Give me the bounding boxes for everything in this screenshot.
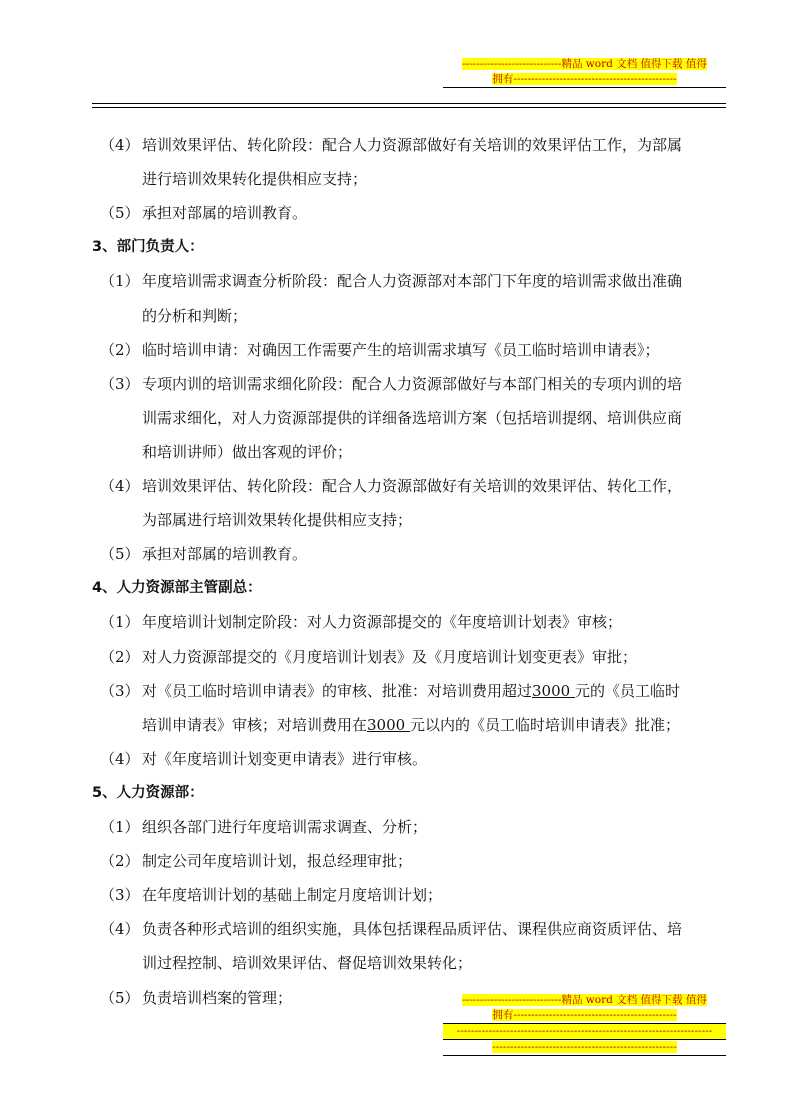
list-item-text: 对人力资源部提交的《月度培训计划表》及《月度培训计划变更表》审批； xyxy=(142,647,638,666)
list-item xyxy=(0,333,792,367)
list-item-continuation xyxy=(0,946,792,980)
list-item-text: 训过程控制、培训效果评估、督促培训效果转化； xyxy=(142,954,473,973)
list-item-number: （4） xyxy=(100,920,140,939)
list-item-text: 培训效果评估、转化阶段：配合人力资源部做好有关培训的效果评估、转化工作， xyxy=(142,477,683,495)
list-item-number: （4） xyxy=(100,749,140,768)
footer-banner-line1: ----------------------------精品 word 文档 值得下载 值得 xyxy=(462,994,707,1006)
section-heading xyxy=(0,776,792,810)
list-item-continuation xyxy=(0,162,792,196)
list-item xyxy=(0,469,792,503)
list-item-text: 组织各部门进行年度培训需求调查、分析； xyxy=(142,818,428,836)
text-segment: 培训申请表》审核；对培训费用在 xyxy=(142,715,368,734)
list-item-number: （2） xyxy=(100,340,140,359)
list-item-text: 对《年度培训计划变更申请表》进行审核。 xyxy=(142,749,428,768)
list-item-text: 年度培训计划制定阶段：对人力资源部提交的《年度培训计划表》审核； xyxy=(142,613,623,632)
list-item-text: 和培训讲师）做出客观的评价； xyxy=(142,442,353,461)
list-item-number: （2） xyxy=(100,852,140,871)
list-item-number: （3） xyxy=(100,374,140,393)
list-item xyxy=(0,640,792,674)
list-item-number: （1） xyxy=(100,613,140,632)
section-heading-text: 5、人力资源部： xyxy=(92,784,204,801)
header-banner-line2: 拥有---------------------------------------------- xyxy=(492,73,677,85)
list-item xyxy=(0,878,792,912)
list-item-continuation xyxy=(0,401,792,435)
list-item-text xyxy=(142,708,680,742)
list-item-number: （5） xyxy=(100,545,140,564)
list-item-text: 为部属进行培训效果转化提供相应支持； xyxy=(142,511,413,530)
amount-underlined: 3000 xyxy=(532,681,575,700)
section-heading-text: 3、部门负责人： xyxy=(92,239,204,256)
list-item xyxy=(0,537,792,571)
section-heading-text: 4、人力资源部主管副总： xyxy=(92,580,262,597)
list-item-text xyxy=(142,674,680,708)
list-item-text: 专项内训的培训需求细化阶段：配合人力资源部做好与本部门相关的专项内训的培 xyxy=(142,374,683,393)
list-item xyxy=(0,912,792,946)
list-item-continuation xyxy=(0,708,792,742)
list-item-text: 承担对部属的培训教育。 xyxy=(142,545,308,564)
list-item-number: （1） xyxy=(100,272,140,291)
header-double-rule xyxy=(92,103,726,108)
list-item-text: 制定公司年度培训计划，报总经理审批； xyxy=(142,852,413,871)
list-item xyxy=(0,128,792,162)
list-item-number: （3） xyxy=(100,681,140,700)
footer-banner-line4-wrap xyxy=(443,1040,726,1056)
list-item xyxy=(0,196,792,230)
header-banner-line1: ----------------------------精品 word 文档 值得下载 值得 xyxy=(462,58,707,70)
text-segment: 对《员工临时培训申请表》的审核、批准：对培训费用超过 xyxy=(142,681,533,700)
list-item-number: （5） xyxy=(100,204,140,223)
list-item xyxy=(0,844,792,878)
list-item-number: （3） xyxy=(100,886,140,905)
text-segment: 元以内的《员工临时培训申请表》批准； xyxy=(409,715,680,734)
amount-underlined: 3000 xyxy=(367,715,410,734)
list-item-text: 训需求细化，对人力资源部提供的详细备选培训方案（包括培训提纲、培训供应商 xyxy=(142,408,683,427)
section-heading xyxy=(0,571,792,605)
list-item-number: （1） xyxy=(100,818,140,836)
list-item-number: （2） xyxy=(100,647,140,666)
text-segment: 元的《员工临时 xyxy=(574,681,680,700)
footer-banner xyxy=(443,993,726,1056)
list-item-text: 年度培训需求调查分析阶段：配合人力资源部对本部门下年度的培训需求做出准确 xyxy=(142,272,683,291)
list-item-text: 承担对部属的培训教育。 xyxy=(142,204,308,223)
list-item xyxy=(0,742,792,776)
list-item xyxy=(0,264,792,298)
list-item-number: （4） xyxy=(100,477,140,495)
list-item xyxy=(0,810,792,844)
list-item-text: 临时培训申请：对确因工作需要产生的培训需求填写《员工临时培训申请表》； xyxy=(142,340,660,359)
list-item-text: 培训效果评估、转化阶段：配合人力资源部做好有关培训的效果评估工作，为部属 xyxy=(142,136,683,154)
list-item-continuation xyxy=(0,435,792,469)
list-item-text: 进行培训效果转化提供相应支持； xyxy=(142,170,368,189)
list-item xyxy=(0,367,792,401)
footer-banner-line3: ------------------------------------------------------------------------ xyxy=(443,1023,726,1040)
header-banner-block xyxy=(443,57,726,88)
header-banner xyxy=(443,57,726,88)
list-item-text: 负责各种形式培训的组织实施，具体包括课程品质评估、课程供应商资质评估、培 xyxy=(142,920,683,939)
list-item-text: 负责培训档案的管理； xyxy=(142,988,293,1007)
footer-banner-line4: ---------------------------------------------------- xyxy=(492,1041,677,1053)
list-item xyxy=(0,605,792,639)
list-item-number: （4） xyxy=(100,136,140,154)
list-item-text: 的分析和判断； xyxy=(142,306,248,325)
list-item-continuation xyxy=(0,503,792,537)
list-item-text: 在年度培训计划的基础上制定月度培训计划； xyxy=(142,886,443,905)
section-heading xyxy=(0,230,792,264)
list-item-continuation xyxy=(0,299,792,333)
list-item xyxy=(0,674,792,708)
list-item-number: （5） xyxy=(100,988,140,1007)
footer-banner-line2: 拥有---------------------------------------------- xyxy=(492,1009,677,1021)
